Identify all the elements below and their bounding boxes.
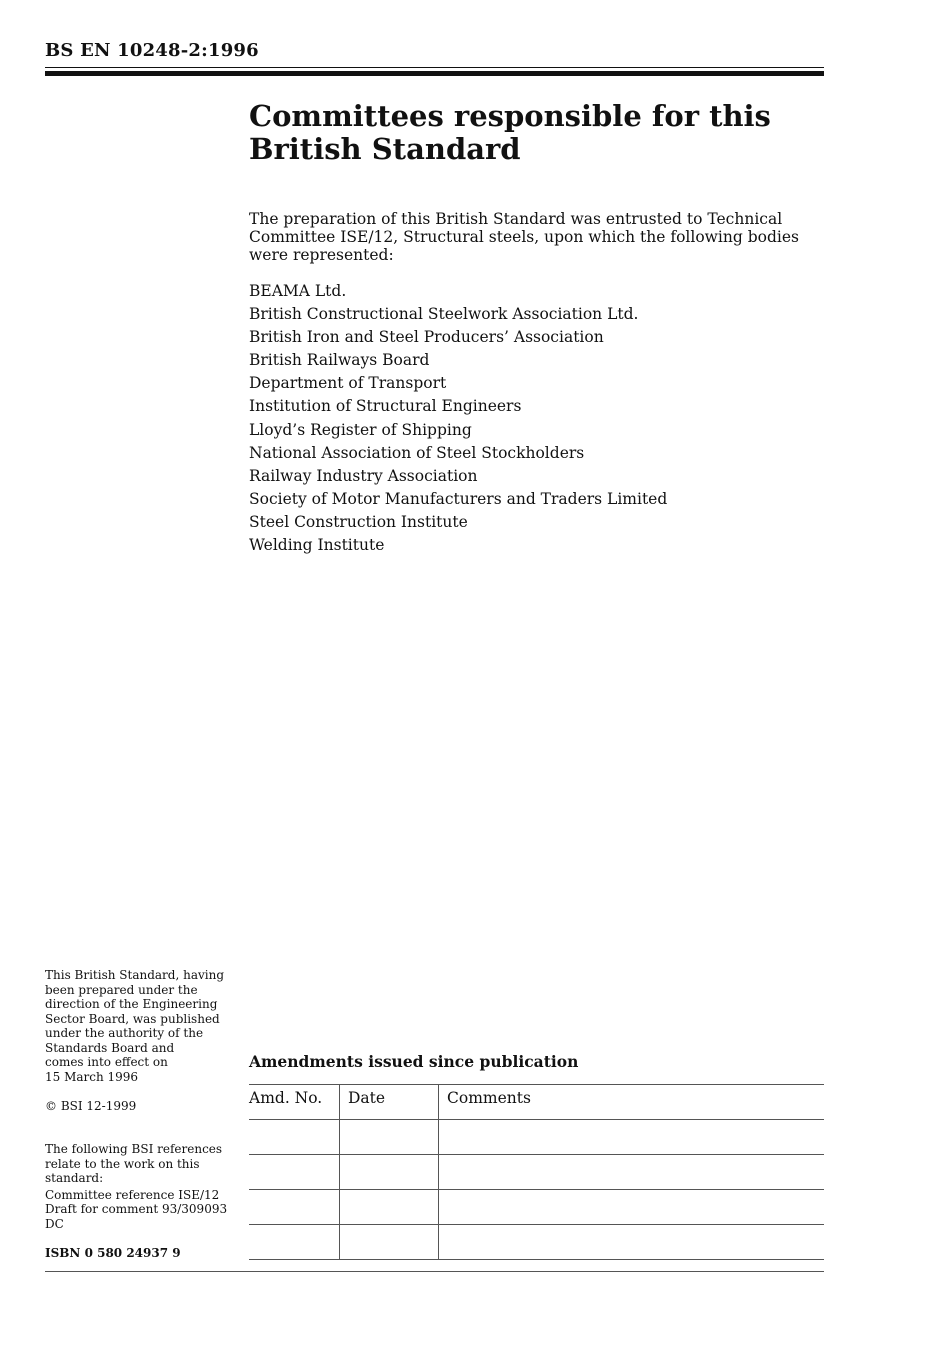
list-item: National Association of Steel Stockholders (249, 443, 585, 462)
list-item: Institution of Structural Engineers (249, 397, 522, 416)
amendments-table (249, 1084, 824, 1260)
table-cell (340, 1155, 439, 1190)
list-item: Welding Institute (249, 536, 385, 555)
table-cell (439, 1190, 825, 1225)
page-title-line-2: British Standard (249, 132, 521, 166)
table-cell (439, 1225, 825, 1260)
references-line: standard: (45, 1171, 104, 1185)
approval-line: direction of the Engineering (45, 997, 218, 1011)
list-item: Department of Transport (249, 374, 447, 393)
list-item: Lloyd’s Register of Shipping (249, 420, 472, 439)
list-item: Steel Construction Institute (249, 512, 468, 531)
column-header-comments: Comments (439, 1085, 825, 1120)
table-row (249, 1155, 824, 1190)
list-item: British Iron and Steel Producers’ Association (249, 328, 604, 347)
list-item: Society of Motor Manufacturers and Traders Limited (249, 489, 668, 508)
table-cell (439, 1155, 825, 1190)
table-cell (249, 1225, 340, 1260)
approval-line: 15 March 1996 (45, 1069, 139, 1084)
list-item: British Railways Board (249, 351, 430, 370)
footer-rule (45, 1271, 824, 1272)
table-row (249, 1190, 824, 1225)
page-title-line-1: Committees responsible for this (249, 99, 771, 133)
table-cell (340, 1190, 439, 1225)
amendments-heading: Amendments issued since publication (249, 1052, 579, 1071)
page-title (249, 100, 824, 166)
approval-line: been prepared under the (45, 982, 198, 997)
column-header-date: Date (340, 1085, 439, 1120)
isbn: ISBN 0 580 24937 9 (45, 1246, 181, 1260)
header-rule-thick (45, 71, 824, 76)
approval-note (45, 968, 245, 1084)
table-cell (340, 1225, 439, 1260)
references-line: The following BSI references (45, 1142, 223, 1156)
table-cell (249, 1155, 340, 1190)
intro-paragraph: The preparation of this British Standard was entrusted to Technical Committee ISE/12, Structural steels, upon which the following bodies were represented: (249, 210, 799, 264)
table-cell (340, 1120, 439, 1155)
table-row (249, 1225, 824, 1260)
approval-line: Sector Board, was published (45, 1011, 220, 1026)
references-line: relate to the work on this (45, 1156, 200, 1171)
table-row (249, 1120, 824, 1155)
header-rule-thin (45, 67, 824, 68)
list-item: British Constructional Steelwork Association Ltd. (249, 305, 639, 324)
approval-line: Standards Board and (45, 1040, 175, 1055)
table-header-row (249, 1085, 824, 1120)
column-header-amd-no: Amd. No. (249, 1085, 340, 1120)
committee-reference: Committee reference ISE/12 (45, 1187, 220, 1202)
copyright-notice: © BSI 12-1999 (45, 1099, 137, 1113)
bsi-references-note (45, 1142, 245, 1231)
table-cell (249, 1120, 340, 1155)
list-item: Railway Industry Association (249, 466, 478, 485)
represented-bodies-list (249, 281, 667, 558)
approval-line: under the authority of the (45, 1026, 204, 1040)
approval-line: comes into effect on (45, 1055, 168, 1069)
table-cell (439, 1120, 825, 1155)
document-id: BS EN 10248-2:1996 (45, 40, 259, 61)
table-cell (249, 1190, 340, 1225)
list-item: BEAMA Ltd. (249, 282, 347, 300)
approval-line: This British Standard, having (45, 968, 225, 982)
draft-reference: Draft for comment 93/309093 DC (45, 1202, 228, 1231)
